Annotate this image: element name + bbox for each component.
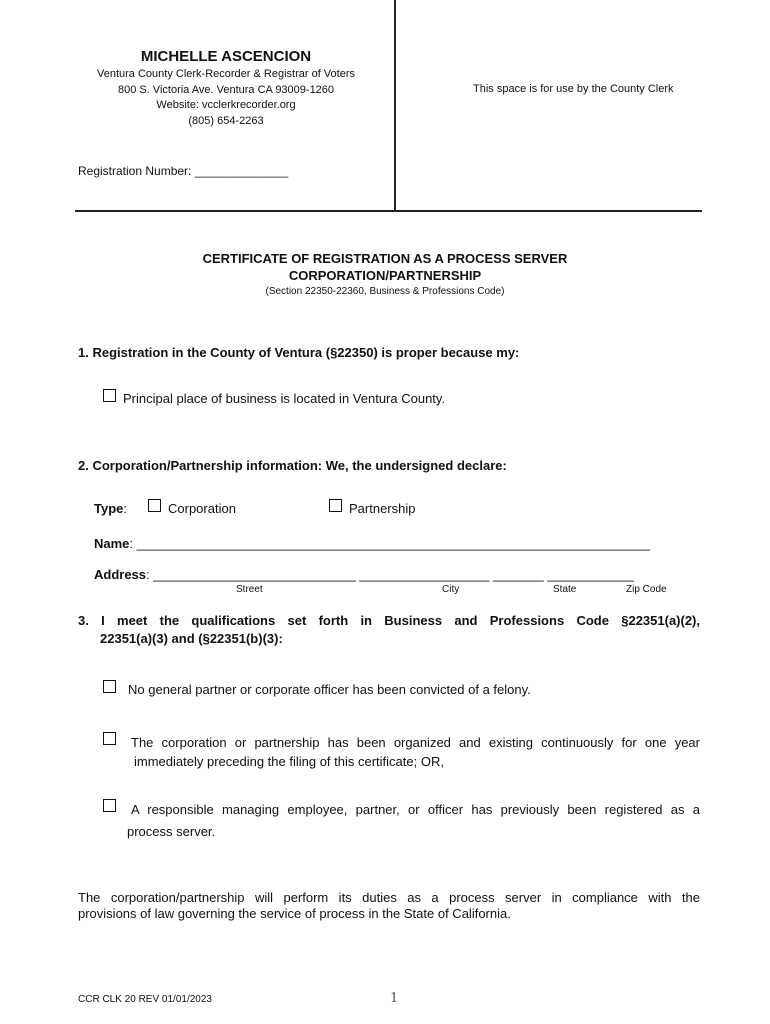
closing-statement: The corporation/partnership will perform its duties as a process server in compliance with the bbox=[78, 890, 700, 905]
clerk-website: Website: vcclerkrecorder.org bbox=[156, 99, 296, 111]
organized-one-year-label: The corporation or partnership has been organized and existing continuously for one year bbox=[131, 735, 700, 750]
county-clerk-use-note: This space is for use by the County Clerk bbox=[473, 83, 674, 95]
address-field[interactable]: Address: ____________________________ __________________ _______ ____________ bbox=[94, 567, 635, 582]
partnership-label: Partnership bbox=[349, 501, 416, 516]
clerk-address: 800 S. Victoria Ave. Ventura CA 93009-1260 bbox=[117, 84, 335, 96]
zip-caption: Zip Code bbox=[626, 584, 667, 595]
header-horizontal-divider bbox=[75, 210, 702, 212]
section-3-heading: 3. I meet the qualifications set forth in Business and Professions Code §22351(a)(2), bbox=[78, 613, 700, 628]
name-field[interactable]: Name: _______________________________________________________________________ bbox=[94, 536, 650, 551]
principal-place-checkbox[interactable] bbox=[103, 389, 116, 402]
closing-statement-cont: provisions of law governing the service of process in the State of California. bbox=[78, 906, 511, 921]
section-3-heading-cont: 22351(a)(3) and (§22351(b)(3): bbox=[100, 631, 283, 646]
previously-registered-label: A responsible managing employee, partner, or officer has previously been registered as a bbox=[131, 802, 700, 817]
corporation-label: Corporation bbox=[168, 501, 236, 516]
street-caption: Street bbox=[236, 584, 263, 595]
clerk-office: Ventura County Clerk-Recorder & Registrar of Voters bbox=[96, 68, 355, 80]
organized-one-year-checkbox[interactable] bbox=[103, 732, 116, 745]
registration-number-field[interactable]: Registration Number: ______________ bbox=[78, 164, 289, 178]
previously-registered-checkbox[interactable] bbox=[103, 799, 116, 812]
corporation-checkbox[interactable] bbox=[148, 499, 161, 512]
form-code-reference: (Section 22350-22360, Business & Professions Code) bbox=[265, 286, 505, 297]
no-felony-label: No general partner or corporate officer has been convicted of a felony. bbox=[128, 682, 531, 697]
no-felony-checkbox[interactable] bbox=[103, 680, 116, 693]
organized-one-year-label-cont: immediately preceding the filing of this certificate; OR, bbox=[134, 754, 444, 769]
page-number: 1 bbox=[390, 991, 399, 1006]
section-2-heading: 2. Corporation/Partnership information: We, the undersigned declare: bbox=[78, 458, 507, 473]
principal-place-label: Principal place of business is located in Ventura County. bbox=[123, 391, 446, 406]
clerk-name: MICHELLE ASCENCION bbox=[140, 48, 312, 65]
type-label: Type: bbox=[94, 501, 128, 516]
section-1-heading: 1. Registration in the County of Ventura (§22350) is proper because my: bbox=[78, 345, 520, 360]
clerk-phone: (805) 654-2263 bbox=[188, 115, 264, 127]
state-caption: State bbox=[553, 584, 577, 595]
form-title: CERTIFICATE OF REGISTRATION AS A PROCESS SERVER bbox=[202, 251, 568, 266]
city-caption: City bbox=[442, 584, 460, 595]
form-subtitle: CORPORATION/PARTNERSHIP bbox=[288, 268, 482, 283]
partnership-checkbox[interactable] bbox=[329, 499, 342, 512]
form-id: CCR CLK 20 REV 01/01/2023 bbox=[78, 994, 212, 1005]
previously-registered-label-cont: process server. bbox=[127, 824, 216, 839]
header-vertical-divider bbox=[394, 0, 396, 212]
